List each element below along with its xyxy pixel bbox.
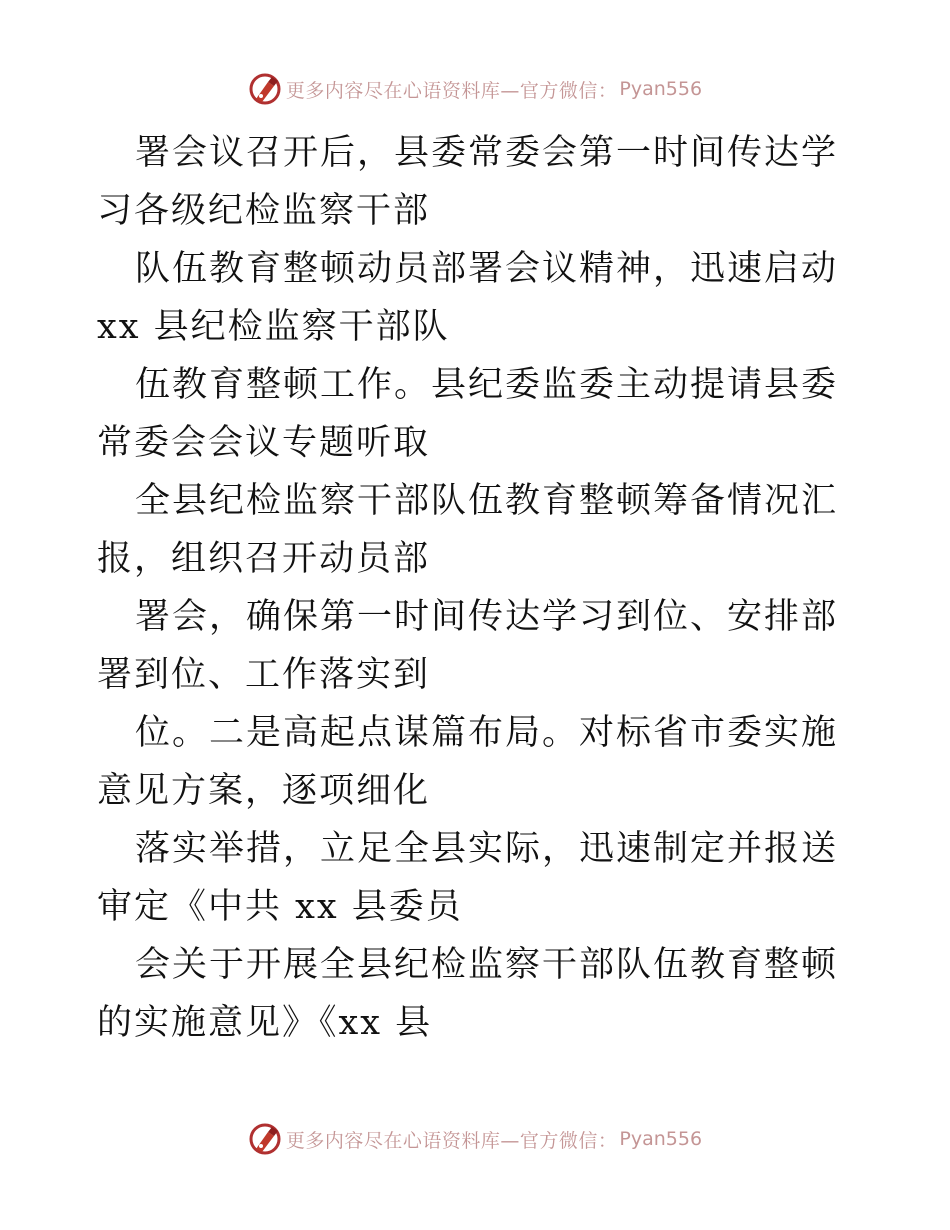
banner-wechat-id: Pyan556 (619, 78, 703, 100)
paragraph: 会关于开展全县纪检监察干部队伍教育整顿的实施意见》《xx 县 (97, 945, 839, 1043)
paragraph: 伍教育整顿工作。县纪委监委主动提请县委常委会会议专题听取 (97, 365, 839, 463)
banner-wechat-id: Pyan556 (619, 1128, 703, 1150)
pen-nib-logo-icon (248, 72, 282, 106)
paragraph: 署会议召开后，县委常委会第一时间传达学习各级纪检监察干部 (97, 133, 839, 231)
paragraph: 位。二是高起点谋篇布局。对标省市委实施意见方案，逐项细化 (97, 713, 839, 811)
document-body (97, 124, 857, 1052)
pen-nib-logo-icon (248, 1122, 282, 1156)
paragraph: 全县纪检监察干部队伍教育整顿筹备情况汇报，组织召开动员部 (97, 481, 839, 579)
banner-text: 更多内容尽在心语资料库—官方微信： (285, 1129, 618, 1152)
paragraph: 署会，确保第一时间传达学习到位、安排部署到位、工作落实到 (97, 597, 839, 695)
paragraph: 队伍教育整顿动员部署会议精神，迅速启动 xx 县纪检监察干部队 (97, 249, 839, 347)
banner-text: 更多内容尽在心语资料库—官方微信： (285, 79, 618, 102)
paragraph: 落实举措，立足全县实际，迅速制定并报送审定《中共 xx 县委员 (97, 829, 839, 927)
footer-banner (0, 1122, 950, 1156)
header-banner (0, 72, 950, 106)
